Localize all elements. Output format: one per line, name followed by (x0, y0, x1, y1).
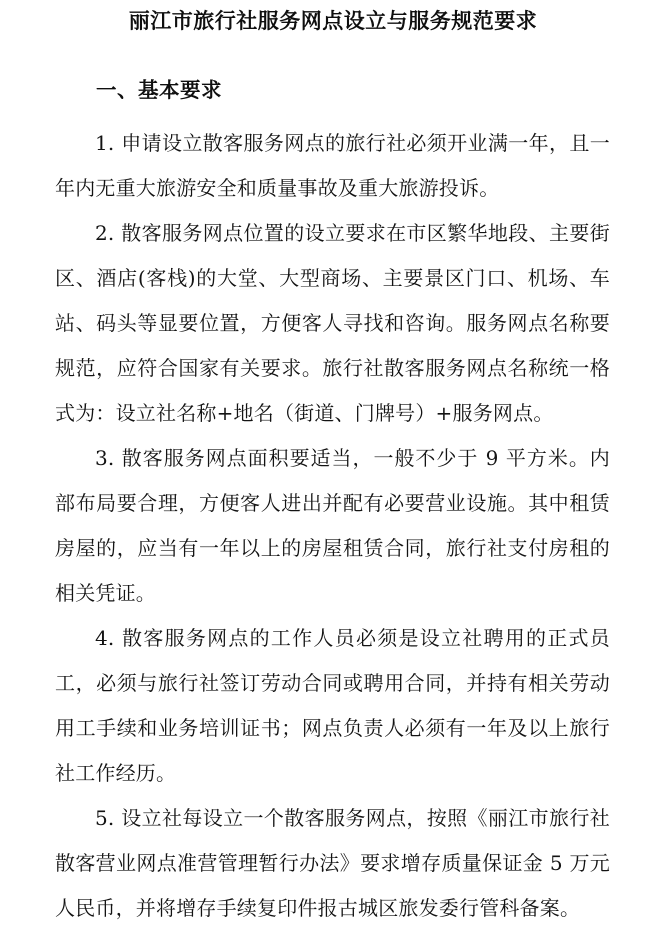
paragraph-item-2: 2. 散客服务网点位置的设立要求在市区繁华地段、主要街区、酒店(客栈)的大堂、大型商场、主要景区门口、机场、车站、码头等显要位置，方便客人寻找和咨询。服务网点名称要规范，应符合国家有关要求。旅行社散客服务网点名称统一格式为：设立社名称+地名（街道、门牌号）+服务网点。 (55, 220, 610, 425)
paragraph-item-3: 3. 散客服务网点面积要适当，一般不少于 9 平方米。内部布局要合理，方便客人进出并配有必要营业设施。其中租赁房屋的，应当有一年以上的房屋租赁合同，旅行社支付房租的相关凭证。 (55, 445, 610, 605)
paragraph-item-4: 4. 散客服务网点的工作人员必须是设立社聘用的正式员工，必须与旅行社签订劳动合同或聘用合同，并持有相关劳动用工手续和业务培训证书；网点负责人必须有一年及以上旅行社工作经历。 (55, 625, 610, 785)
paragraph-item-5: 5. 设立社每设立一个散客服务网点，按照《丽江市旅行社散客营业网点准营管理暂行办法》要求增存质量保证金 5 万元人民币，并将增存手续复印件报古城区旅发委行管科备案。 (55, 805, 610, 920)
page-title: 丽江市旅行社服务网点设立与服务规范要求 (128, 8, 538, 33)
document-page (0, 8, 666, 920)
section-heading-basic-requirements: 一、基本要求 (96, 78, 222, 103)
paragraph-item-1: 1. 申请设立散客服务网点的旅行社必须开业满一年，且一年内无重大旅游安全和质量事故及重大旅游投诉。 (55, 130, 610, 200)
document-body (0, 121, 666, 931)
